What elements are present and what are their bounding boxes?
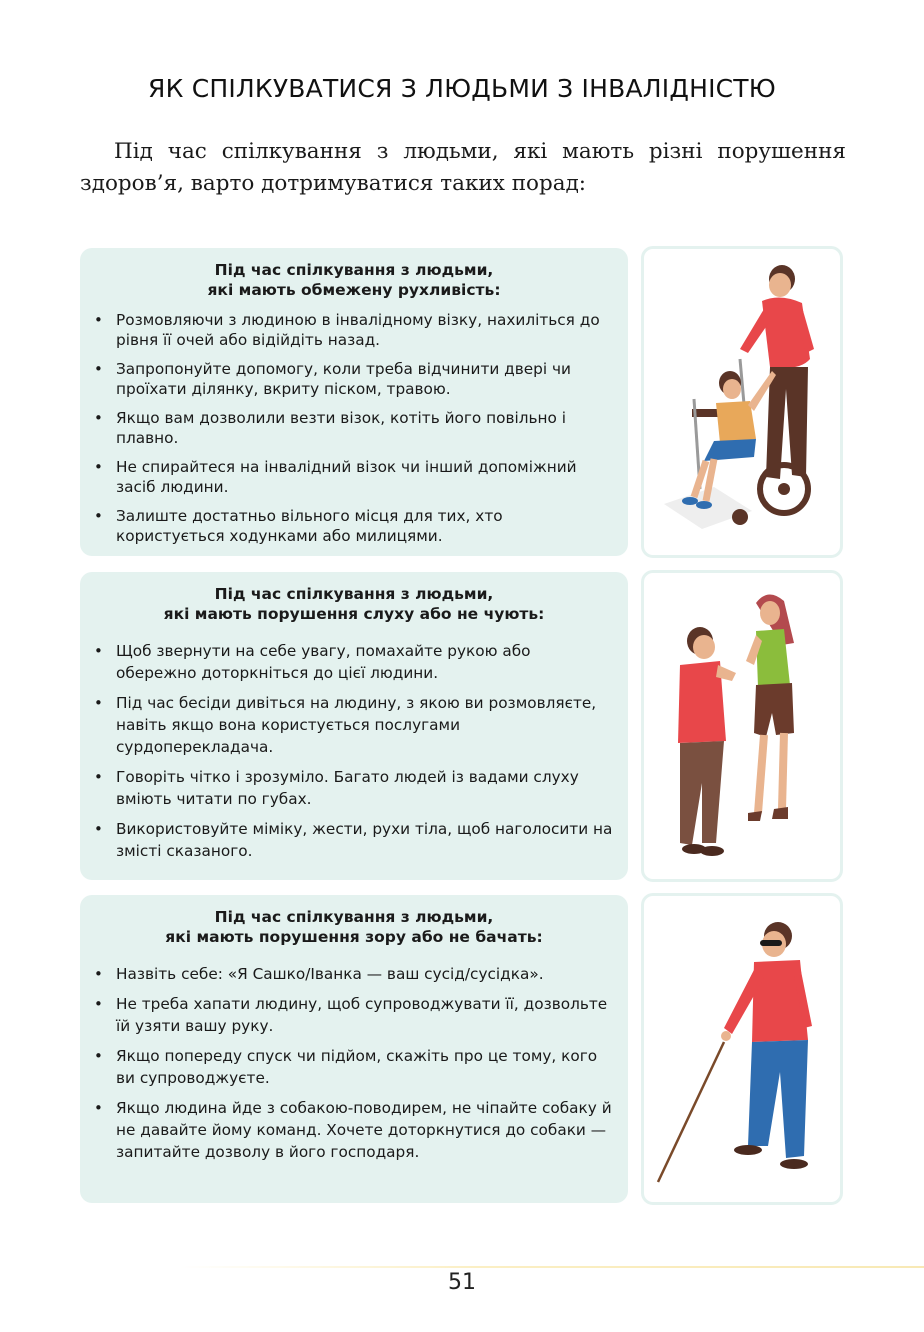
list-item: • Запропонуйте допомогу, коли треба відчинити двері чи проїхати ділянку, вкриту піском, травою. <box>94 359 614 399</box>
list-item: • Якщо вам дозволили везти візок, котіть його повільно і плавно. <box>94 408 614 448</box>
list-item: • Розмовляючи з людиною в інвалідному візку, нахиліться до рівня її очей або відійдіть назад. <box>94 310 614 350</box>
vision-tips-heading <box>94 907 614 947</box>
list-item: • Якщо людина йде з собакою-поводирем, не чіпайте собаку й не давайте йому команд. Хочете доторкнутися до собаки — запитайте дозволу в його господаря. <box>94 1097 614 1163</box>
sign-language-illustration <box>641 570 843 882</box>
heading-line: які мають обмежену рухливість: <box>207 281 501 299</box>
list-item: • Під час бесіди дивіться на людину, з якою ви розмовляєте, навіть якщо вона користується послугами сурдоперекладача. <box>94 692 614 758</box>
white-cane-illustration <box>641 893 843 1205</box>
page-title: ЯК СПІЛКУВАТИСЯ З ЛЮДЬМИ З ІНВАЛІДНІСТЮ <box>148 74 776 103</box>
hearing-tips-list <box>94 640 614 862</box>
mobility-tips-card <box>80 248 628 556</box>
list-item: • Не треба хапати людину, щоб супроводжувати її, дозвольте їй узяти вашу руку. <box>94 993 614 1037</box>
heading-line: Під час спілкування з людьми, <box>214 261 494 279</box>
vision-tips-list <box>94 963 614 1163</box>
mobility-tips-list <box>94 310 614 546</box>
hearing-tips-heading <box>94 584 614 624</box>
footer-divider <box>180 1266 924 1268</box>
heading-line: Під час спілкування з людьми, <box>214 908 494 926</box>
list-item: • Використовуйте міміку, жести, рухи тіла, щоб наголосити на змісті сказаного. <box>94 818 614 862</box>
vision-tips-card <box>80 895 628 1203</box>
list-item: • Залиште достатньо вільного місця для тих, хто користується ходунками або милицями. <box>94 506 614 546</box>
heading-line: які мають порушення зору або не бачать: <box>165 928 543 946</box>
list-item: • Щоб звернути на себе увагу, помахайте рукою або обережно доторкніться до цієї людини. <box>94 640 614 684</box>
intro-paragraph: Під час спілкування з людьми, які мають різні порушення здоров’я, варто дотримуватися таких порад: <box>80 139 846 196</box>
list-item: • Якщо попереду спуск чи підйом, скажіть про це тому, кого ви супроводжуєте. <box>94 1045 614 1089</box>
list-item: • Назвіть себе: «Я Сашко/Іванка — ваш сусід/сусідка». <box>94 963 614 985</box>
page-number: 51 <box>448 1270 476 1295</box>
mobility-tips-heading <box>94 260 614 300</box>
heading-line: які мають порушення слуху або не чують: <box>163 605 545 623</box>
list-item: • Говоріть чітко і зрозуміло. Багато людей із вадами слуху вміють читати по губах. <box>94 766 614 810</box>
list-item: • Не спирайтеся на інвалідний візок чи інший допоміжний засіб людини. <box>94 457 614 497</box>
heading-line: Під час спілкування з людьми, <box>214 585 494 603</box>
wheelchair-illustration <box>641 246 843 558</box>
hearing-tips-card <box>80 572 628 880</box>
